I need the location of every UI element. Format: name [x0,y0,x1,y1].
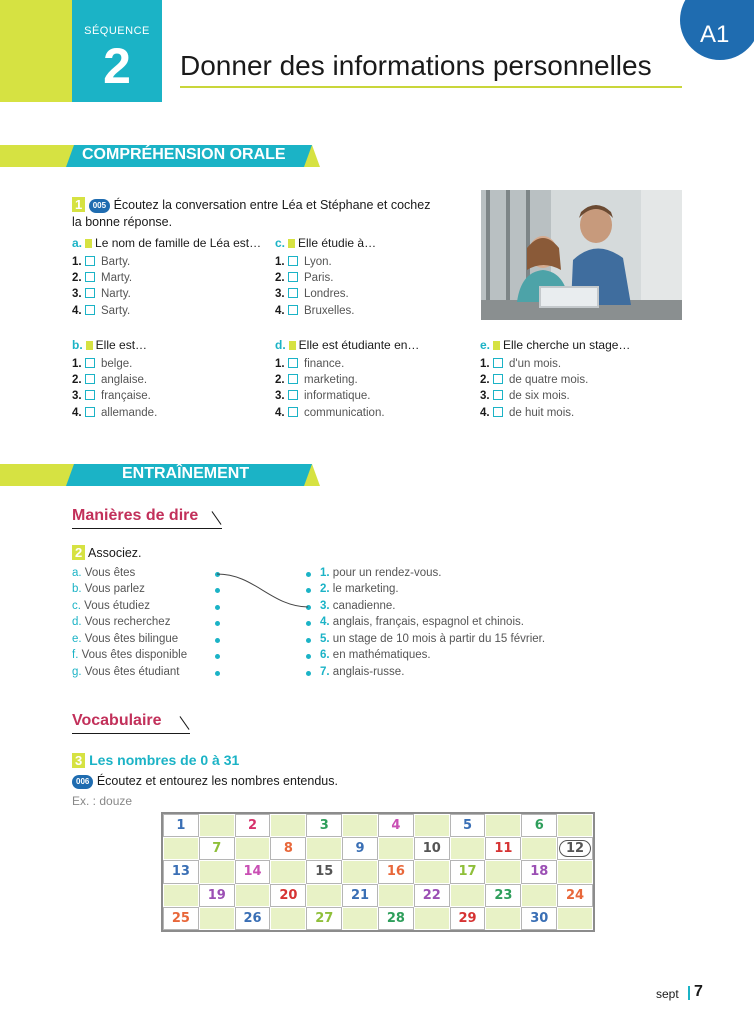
match-right-1: 1. pour un rendez-vous. [320,567,442,579]
exercise-number: 3 [72,753,85,768]
grid-cell-8[interactable]: 8 [270,837,306,860]
question-a-head: a. Le nom de famille de Léa est… [72,236,262,250]
match-dot-left[interactable] [215,638,220,643]
audio-track-icon[interactable]: 005 [89,199,110,213]
grid-cell-12[interactable] [557,837,593,860]
match-right-5: 5. un stage de 10 mois à partir du 15 février. [320,633,546,645]
option-b-1: 1. belge. [72,358,133,370]
sequence-label: SÉQUENCE [84,25,150,37]
grid-cell-14[interactable]: 14 [235,860,271,883]
match-left-e: e. Vous êtes bilingue [72,633,179,645]
example-match-line [210,568,315,613]
option-a-2: 2. Marty. [72,272,133,284]
grid-cell-19[interactable]: 19 [199,884,235,907]
exercise-3-example: Ex. : douze [72,794,133,808]
match-left-c: c. Vous étudiez [72,600,151,612]
grid-cell-7[interactable]: 7 [199,837,235,860]
sequence-number: 2 [103,38,131,94]
exercise-1-instruction: 1 005 Écoutez la conversation entre Léa et Stéphane et cochez la bonne réponse. [72,197,431,229]
page-title: Donner des informations personnelles [180,50,652,81]
checkbox[interactable] [85,256,95,266]
audio-track-icon[interactable]: 006 [72,775,93,789]
question-b-head: b. Elle est… [72,338,148,352]
circled-example: 12 [559,840,591,857]
match-left-f: f. Vous êtes disponible [72,649,188,661]
grid-cell-25[interactable]: 25 [163,907,199,930]
grid-cell-30[interactable]: 30 [521,907,557,930]
option-c-4: 4. Bruxelles. [275,305,355,317]
grid-cell-11[interactable]: 11 [485,837,521,860]
title-underline [180,86,682,88]
option-e-3: 3. de six mois. [480,390,570,402]
option-e-1: 1. d'un mois. [480,358,562,370]
level-label: A1 [700,21,730,48]
checkbox[interactable] [288,256,298,266]
checkbox[interactable] [85,272,95,282]
option-a-3: 3. Narty. [72,288,131,300]
checkbox[interactable] [493,390,503,400]
match-right-6: 6. en mathématiques. [320,649,431,661]
subsection-rule [72,733,190,734]
grid-cell-29[interactable]: 29 [450,907,486,930]
grid-cell-27[interactable]: 27 [306,907,342,930]
exercise-3-instruction: 006 Écoutez et entourez les nombres entendus. [72,773,338,790]
match-dot-right[interactable] [306,638,311,643]
match-left-d: d. Vous recherchez [72,616,171,628]
checkbox[interactable] [288,272,298,282]
grid-cell-16[interactable]: 16 [378,860,414,883]
checkbox[interactable] [85,407,95,417]
option-d-2: 2. marketing. [275,374,358,386]
subsection-title-vocabulaire: Vocabulaire [72,712,162,729]
match-dot-left[interactable] [215,671,220,676]
checkbox[interactable] [288,407,298,417]
option-d-4: 4. communication. [275,407,385,419]
option-c-1: 1. Lyon. [275,256,332,268]
checkbox[interactable] [85,358,95,368]
grid-cell-5[interactable]: 5 [450,814,486,837]
exercise-2-instruction: 2 Associez. [72,545,142,562]
checkbox[interactable] [288,288,298,298]
option-e-2: 2. de quatre mois. [480,374,589,386]
page-number: 7 [694,983,703,1000]
match-dot-left[interactable] [215,654,220,659]
section-title-training: ENTRAÎNEMENT [122,465,250,482]
match-left-a: a. Vous êtes [72,567,136,579]
grid-cell-1[interactable]: 1 [163,814,199,837]
students-photo [481,190,682,320]
sequence-box [72,0,162,102]
exercise-number: 2 [72,545,85,560]
grid-cell-24[interactable]: 24 [557,884,593,907]
checkbox[interactable] [493,374,503,384]
grid-cell-15[interactable]: 15 [306,860,342,883]
grid-cell-13[interactable]: 13 [163,860,199,883]
subsection-title-manieres: Manières de dire [72,507,199,524]
checkbox[interactable] [288,305,298,315]
match-dot-right[interactable] [306,621,311,626]
grid-cell-18[interactable]: 18 [521,860,557,883]
match-right-2: 2. le marketing. [320,583,399,595]
exercise-3-title: 3 Les nombres de 0 à 31 [72,752,239,768]
match-left-b: b. Vous parlez [72,583,145,595]
question-c-head: c. Elle étudie à… [275,236,377,250]
exercise-number: 1 [72,197,85,212]
grid-cell-22[interactable]: 22 [414,884,450,907]
option-c-2: 2. Paris. [275,272,334,284]
grid-cell-6[interactable]: 6 [521,814,557,837]
match-dot-right[interactable] [306,671,311,676]
grid-cell-20[interactable]: 20 [270,884,306,907]
match-right-7: 7. anglais-russe. [320,666,405,678]
option-e-4: 4. de huit mois. [480,407,575,419]
match-left-g: g. Vous êtes étudiant [72,666,180,678]
match-dot-left[interactable] [215,621,220,626]
grid-cell-21[interactable]: 21 [342,884,378,907]
option-a-1: 1. Barty. [72,256,131,268]
match-right-4: 4. anglais, français, espagnol et chinois. [320,616,524,628]
checkbox[interactable] [493,358,503,368]
checkbox[interactable] [85,288,95,298]
grid-cell-23[interactable]: 23 [485,884,521,907]
checkbox[interactable] [288,374,298,384]
checkbox[interactable] [288,358,298,368]
page-number-divider [688,986,690,1000]
match-dot-right[interactable] [306,654,311,659]
grid-cell-26[interactable]: 26 [235,907,271,930]
option-b-4: 4. allemande. [72,407,158,419]
option-a-4: 4. Sarty. [72,305,131,317]
checkbox[interactable] [85,374,95,384]
page-number-word: sept [656,987,679,1001]
option-d-3: 3. informatique. [275,390,371,402]
grid-cell-2[interactable]: 2 [235,814,271,837]
grid-cell-28[interactable]: 28 [378,907,414,930]
section-title-comprehension: COMPRÉHENSION ORALE [82,146,286,163]
option-b-2: 2. anglaise. [72,374,148,386]
grid-cell-4[interactable]: 4 [378,814,414,837]
checkbox[interactable] [493,407,503,417]
question-d-head: d. Elle est étudiante en… [275,338,420,352]
grid-cell-9[interactable]: 9 [342,837,378,860]
question-e-head: e. Elle cherche un stage… [480,338,631,352]
checkbox[interactable] [85,305,95,315]
grid-cell-3[interactable]: 3 [306,814,342,837]
header-accent-strip [0,0,72,102]
option-c-3: 3. Londres. [275,288,349,300]
subsection-rule [72,528,222,529]
match-right-3: 3. canadienne. [320,600,396,612]
option-d-1: 1. finance. [275,358,345,370]
grid-cell-17[interactable]: 17 [450,860,486,883]
checkbox[interactable] [288,390,298,400]
grid-cell-10[interactable]: 10 [414,837,450,860]
option-b-3: 3. française. [72,390,151,402]
numbers-grid [161,812,595,932]
checkbox[interactable] [85,390,95,400]
